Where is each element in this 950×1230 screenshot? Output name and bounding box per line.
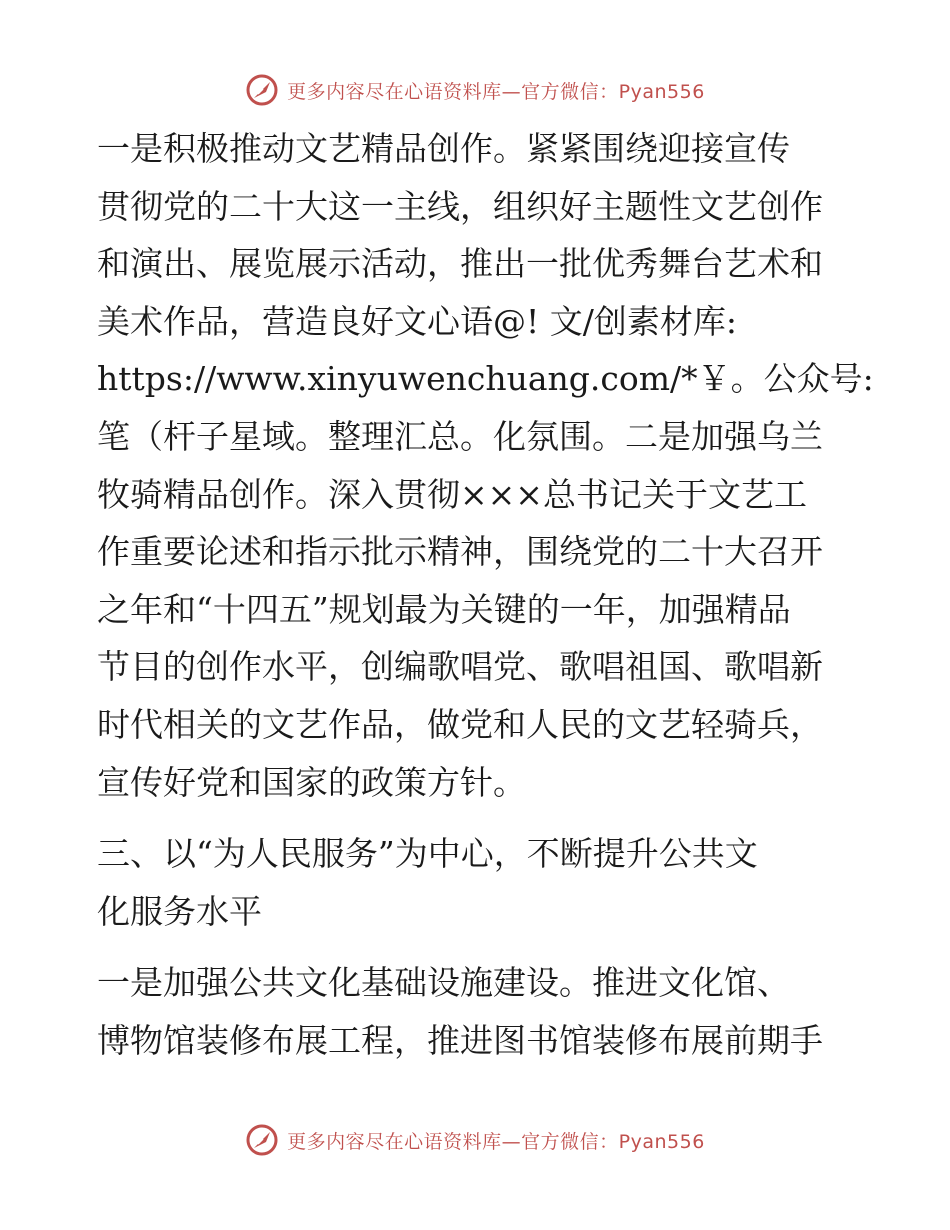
text-line: 作重要论述和指示批示精神，围绕党的二十大召开: [97, 532, 823, 572]
text-line: 博物馆装修布展工程，推进图书馆装修布展前期手: [97, 1020, 823, 1060]
text-line: 美术作品，营造良好文心语@! 文/创素材库:: [97, 301, 737, 341]
text-line: 笔（杆子星域。整理汇总。化氛围。二是加强乌兰: [97, 416, 823, 456]
paragraph-spacer: [97, 811, 857, 825]
header-watermark: [0, 70, 950, 110]
watermark-text: 更多内容尽在心语资料库—官方微信：Pyan556: [287, 80, 705, 103]
paragraph-1: [97, 120, 874, 811]
text-line: 时代相关的文艺作品，做党和人民的文艺轻骑兵，: [97, 704, 823, 744]
text-line: 一是积极推动文艺精品创作。紧紧围绕迎接宣传: [97, 129, 790, 168]
text-line: 节目的创作水平，创编歌唱党、歌唱祖国、歌唱新: [97, 647, 823, 687]
watermark-text: 更多内容尽在心语资料库—官方微信：Pyan556: [287, 1130, 705, 1153]
footer-watermark: [0, 1120, 950, 1160]
text-line: 三、以“为人民服务”为中心，不断提升公共文: [97, 834, 758, 874]
text-line: 和演出、展览展示活动，推出一批优秀舞台艺术和: [97, 244, 823, 284]
text-line: 之年和“十四五”规划最为关键的一年，加强精品: [97, 589, 791, 629]
document-body: [97, 120, 874, 1070]
text-line: 牧骑精品创作。深入贯彻×××总书记关于文艺工: [97, 474, 807, 514]
section-heading: [97, 825, 857, 940]
text-line: 化服务水平: [97, 891, 262, 931]
text-line: 贯彻党的二十大这一主线，组织好主题性文艺创作: [97, 186, 823, 226]
paragraph-3: [97, 954, 857, 1069]
text-line: 宣传好党和国家的政策方针。: [97, 762, 526, 802]
text-line: https://www.xinyuwenchuang.com/*￥。公众号:: [97, 359, 874, 399]
paragraph-spacer: [97, 940, 857, 954]
text-line: 一是加强公共文化基础设施建设。推进文化馆、: [97, 963, 790, 1003]
quill-logo-icon: [245, 1123, 279, 1157]
quill-logo-icon: [245, 73, 279, 107]
